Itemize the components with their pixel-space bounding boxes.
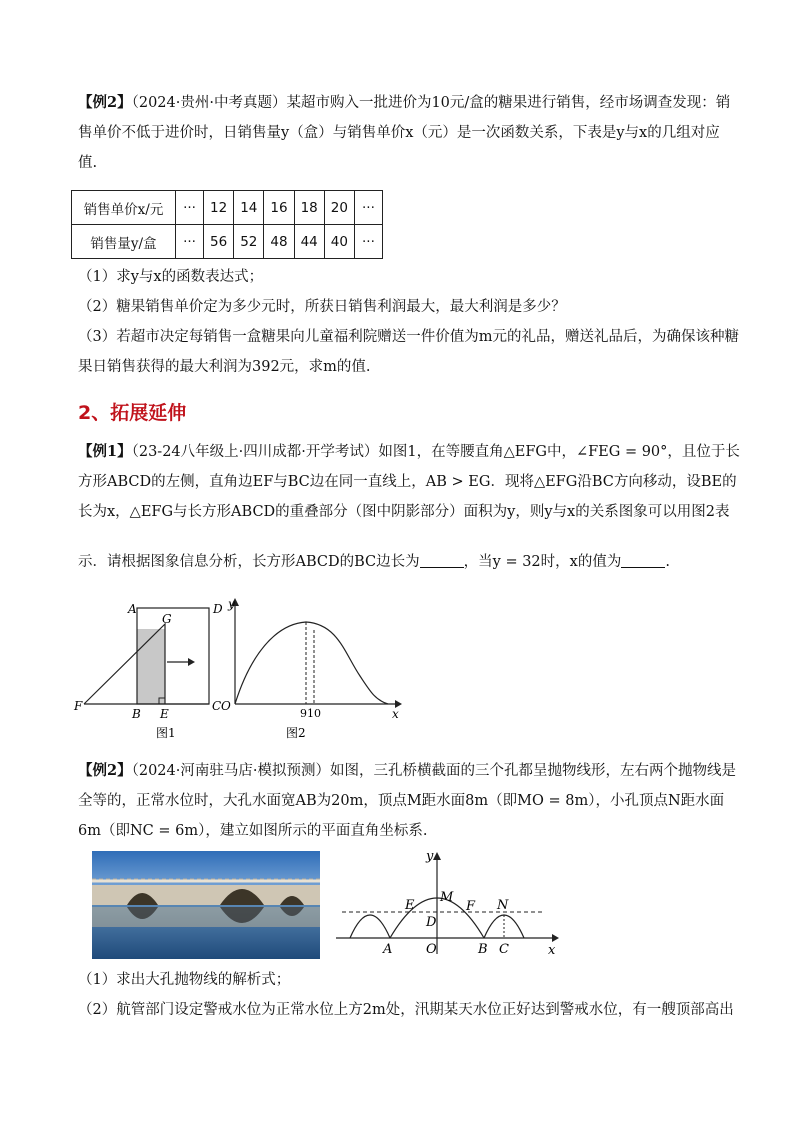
bridge-photo — [92, 851, 320, 959]
label-x: x — [548, 943, 556, 958]
example-1-line-2: 方形ABCD的左侧，直角边EF与BC边在同一直线上，AB > EG．现将△EFG沿BC方向移动，设BE的 — [78, 474, 737, 490]
answer-blank-1[interactable] — [420, 554, 464, 568]
table-cell: 52 — [234, 225, 264, 259]
example-2b-questions — [78, 965, 734, 1025]
table-cell: 12 — [204, 191, 234, 225]
overlap-shade — [137, 629, 165, 704]
question-3-line-2: 果日销售获得的最大利润为392元，求m的值. — [78, 359, 371, 375]
figure-2-caption: 图2 — [286, 726, 306, 740]
label-g: G — [162, 612, 172, 626]
area-curve — [235, 622, 388, 704]
example-2-line-2: 售单价不低于进价时，日销售量y（盒）与销售单价x（元）是一次函数关系，下表是y与x的几组对应 — [78, 125, 720, 141]
label-c: C — [212, 699, 222, 713]
question-1: （1）求出大孔抛物线的解析式； — [78, 972, 291, 988]
example-2b-line-2: 全等的，正常水位时，大孔水面宽AB为20m，顶点M距水面8m（即MO = 8m），小孔顶点N距水面 — [78, 793, 725, 809]
figure-1-caption: 图1 — [156, 726, 176, 740]
table-cell: 16 — [264, 191, 294, 225]
table-cell: ··· — [354, 191, 382, 225]
table-cell: 44 — [294, 225, 324, 259]
table-cell: 40 — [324, 225, 354, 259]
label-y: y — [228, 597, 235, 611]
example-label: 【例2】 — [78, 762, 132, 779]
table-cell: ··· — [354, 225, 382, 259]
label-b: B — [478, 942, 488, 957]
example-1-problem — [78, 437, 740, 577]
table-row — [72, 191, 383, 225]
example-1-line-4: 示．请根据图象信息分析，长方形ABCD的BC边长为 ，当y = 32时，x的值为 . — [78, 554, 670, 570]
section-heading: 2、拓展延伸 — [78, 402, 187, 424]
table-header-x: 销售单价x/元 — [72, 191, 176, 225]
label-y: y — [426, 849, 434, 864]
answer-blank-2[interactable] — [621, 554, 665, 568]
left-arch — [350, 915, 390, 938]
label-e: E — [405, 898, 415, 913]
label-n: N — [497, 898, 509, 913]
label-o: O — [426, 942, 437, 957]
table-cell: 20 — [324, 191, 354, 225]
label-c: C — [499, 942, 509, 957]
label-f: F — [466, 899, 476, 914]
example-2b-line-3: 6m（即NC = 6m），建立如图所示的平面直角坐标系. — [78, 823, 428, 839]
figure-1-and-2 — [70, 596, 410, 746]
figure-3-bridge-graph — [330, 846, 560, 958]
label-x: x — [392, 707, 399, 721]
example-2b-problem — [78, 756, 736, 846]
example-2-questions — [78, 262, 739, 382]
table-cell: 14 — [234, 191, 264, 225]
question-3-line-1: （3）若超市决定每销售一盒糖果向儿童福利院赠送一件价值为m元的礼品，赠送礼品后，为确保该种糖 — [78, 329, 739, 345]
right-arch — [484, 915, 524, 938]
table-cell: ··· — [176, 225, 204, 259]
example-2b-line-1: 【例2】（2024·河南驻马店·模拟预测）如图，三孔桥横截面的三个孔都呈抛物线形，左右两个抛物线是 — [78, 762, 736, 779]
label-b: B — [132, 707, 141, 721]
label-d: D — [426, 915, 437, 930]
example-1-line-1: 【例1】（23-24八年级上·四川成都·开学考试）如图1，在等腰直角△EFG中，∠FEG = 90°，且位于长 — [78, 443, 740, 460]
label-origin: O — [221, 699, 231, 713]
table-row — [72, 225, 383, 259]
example-2-line-1: 【例2】（2024·贵州·中考真题）某超市购入一批进价为10元/盒的糖果进行销售，经市场调查发现：销 — [78, 94, 731, 111]
example-1-line-3: 长为x，△EFG与长方形ABCD的重叠部分（图中阴影部分）面积为y，则y与x的关系图象可以用图2表 — [78, 504, 730, 520]
label-f: F — [74, 699, 83, 713]
label-e: E — [160, 707, 169, 721]
table-cell: 48 — [264, 225, 294, 259]
example-2-line-3: 值. — [78, 155, 98, 171]
table-cell: 18 — [294, 191, 324, 225]
question-2: （2）糖果销售单价定为多少元时，所获日销售利润最大，最大利润是多少？ — [78, 299, 566, 315]
label-a: A — [383, 942, 393, 957]
question-2: （2）航管部门设定警戒水位为正常水位上方2m处，汛期某天水位正好达到警戒水位，有一艘顶部高出 — [78, 1002, 734, 1018]
label-m: M — [440, 890, 454, 905]
label-d: D — [213, 602, 223, 616]
question-1: （1）求y与x的函数表达式； — [78, 269, 264, 285]
example-label: 【例1】 — [78, 443, 132, 460]
example-2-problem — [78, 88, 731, 178]
tick-label: 910 — [300, 707, 321, 720]
price-sales-table — [71, 190, 383, 259]
table-cell: 56 — [204, 225, 234, 259]
table-header-y: 销售量y/盒 — [72, 225, 176, 259]
table-cell: ··· — [176, 191, 204, 225]
label-a: A — [128, 602, 137, 616]
example-label: 【例2】 — [78, 94, 132, 111]
